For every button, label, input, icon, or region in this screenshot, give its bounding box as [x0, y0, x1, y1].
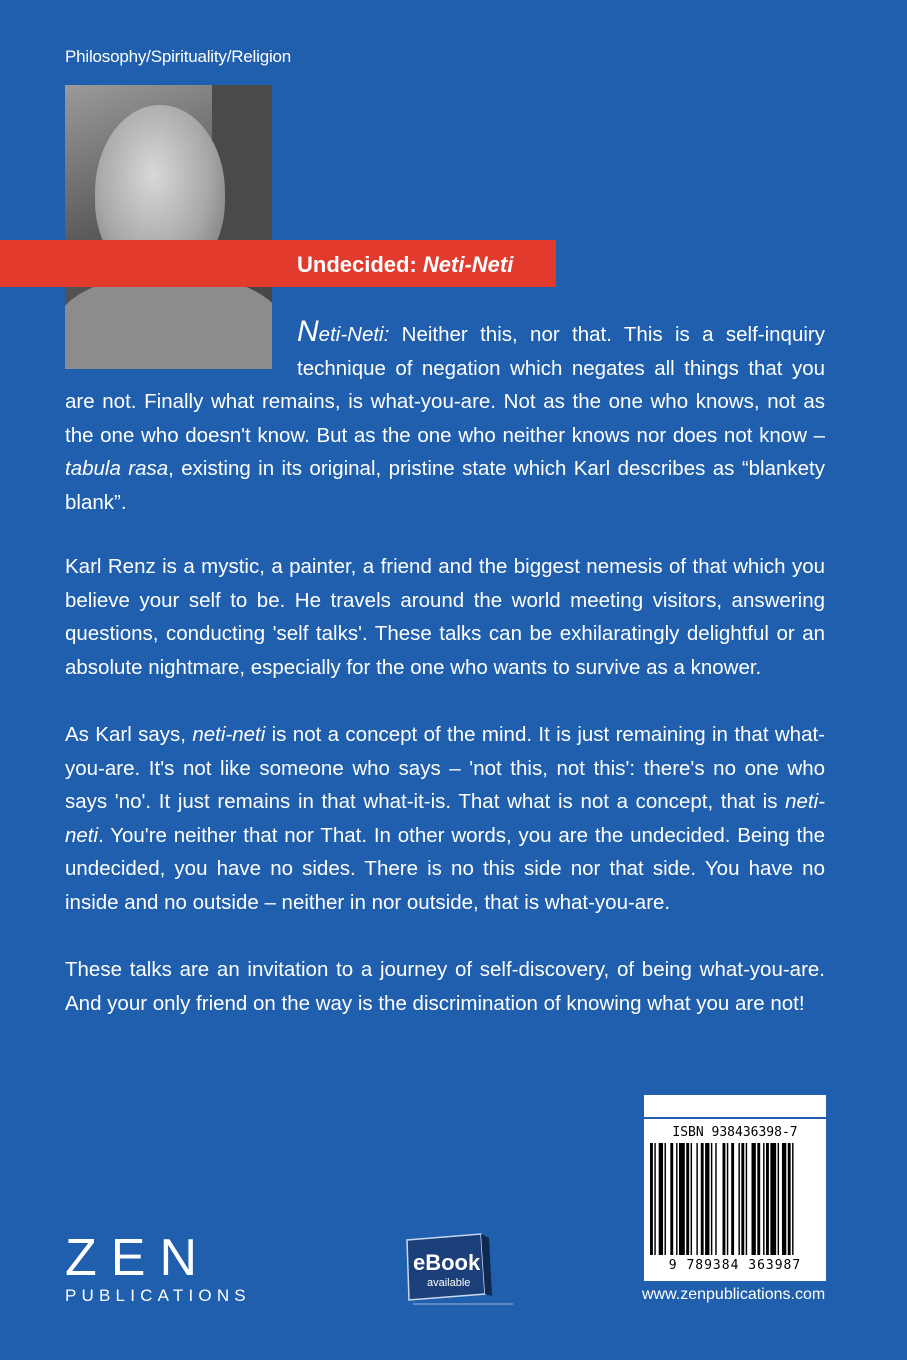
barcode-bar	[715, 1143, 716, 1255]
barcode-bar	[676, 1143, 677, 1255]
barcode-bar	[778, 1143, 779, 1255]
paragraph-about-author: Karl Renz is a mystic, a painter, a friend and the biggest nemesis of that which you believe your self to be. He travels around the world meeting visitors, answering questions, conducting 'self talks'. These talks can be exhilaratingly delightful or an absolute nightmare, especially for the one who wants to survive as a knower.	[65, 555, 825, 679]
isbn-bottom: 9 789384 363987	[668, 1258, 802, 1273]
barcode-bar	[654, 1143, 655, 1255]
barcode-bar	[746, 1143, 747, 1255]
ebook-badge	[395, 1232, 515, 1307]
barcode-bar	[659, 1143, 663, 1255]
barcode	[644, 1095, 826, 1281]
isbn-top: ISBN 938436398-7	[672, 1125, 798, 1140]
barcode-bar	[770, 1143, 776, 1255]
barcode-bar	[738, 1143, 739, 1255]
book-title: Undecided: Neti-Neti	[297, 252, 514, 277]
title-band	[0, 240, 556, 287]
barcode-bar	[752, 1143, 756, 1255]
barcode-bar	[679, 1143, 685, 1255]
barcode-bar	[696, 1143, 697, 1255]
publisher-url: www.zenpublications.com	[642, 1286, 826, 1303]
paragraph-invitation: These talks are an invitation to a journey of self-discovery, of being what-you-are. And your only friend on the way is the discrimination of knowing what you are not!	[65, 958, 825, 1015]
barcode-bar	[705, 1143, 709, 1255]
barcode-bar	[723, 1143, 726, 1255]
barcode-bars	[650, 1143, 820, 1255]
barcode-bar	[741, 1143, 744, 1255]
barcode-bar	[670, 1143, 673, 1255]
publisher-logo: ZEN PUBLICATIONS	[65, 1229, 251, 1305]
paragraph-intro: Neti-Neti: Neither this, nor that. This is a self-inquiry technique of negation which negates all things that you are not. Finally what remains, is what-you-are. Not as the one who knows, not as the one who doesn't know. But as the one who neither knows nor does not know – tabula rasa, existing in its original, pristine state which Karl describes as “blankety blank”.	[65, 315, 825, 514]
category-label: Philosophy/Spirituality/Religion	[65, 47, 292, 66]
ebook-line1: eBook	[413, 1250, 481, 1275]
barcode-bar	[782, 1143, 786, 1255]
barcode-bar	[686, 1143, 689, 1255]
barcode-bar	[788, 1143, 791, 1255]
barcode-bar	[763, 1143, 764, 1255]
barcode-bar	[650, 1143, 653, 1255]
paragraph-neti-neti: As Karl says, neti-neti is not a concept of the mind. It is just remaining in that what-you-are. It's not like someone who says – 'not this, not this': there's no one who says 'no'. It just remains in that what-it-is. That what is not a concept, that is neti-neti. You're neither that nor That. In other words, you are the undecided. Being the undecided, you have no sides. There is no this side nor that side. You have no inside and no outside – neither in nor outside, that is what-you-are.	[65, 723, 826, 914]
ebook-line2: available	[427, 1277, 471, 1289]
barcode-bar	[766, 1143, 769, 1255]
barcode-bar	[665, 1143, 666, 1255]
barcode-bar	[727, 1143, 728, 1255]
barcode-bar	[701, 1143, 704, 1255]
barcode-bar	[792, 1143, 793, 1255]
barcode-bar	[757, 1143, 760, 1255]
barcode-bar	[711, 1143, 712, 1255]
barcode-bar	[691, 1143, 692, 1255]
barcode-bar	[731, 1143, 734, 1255]
